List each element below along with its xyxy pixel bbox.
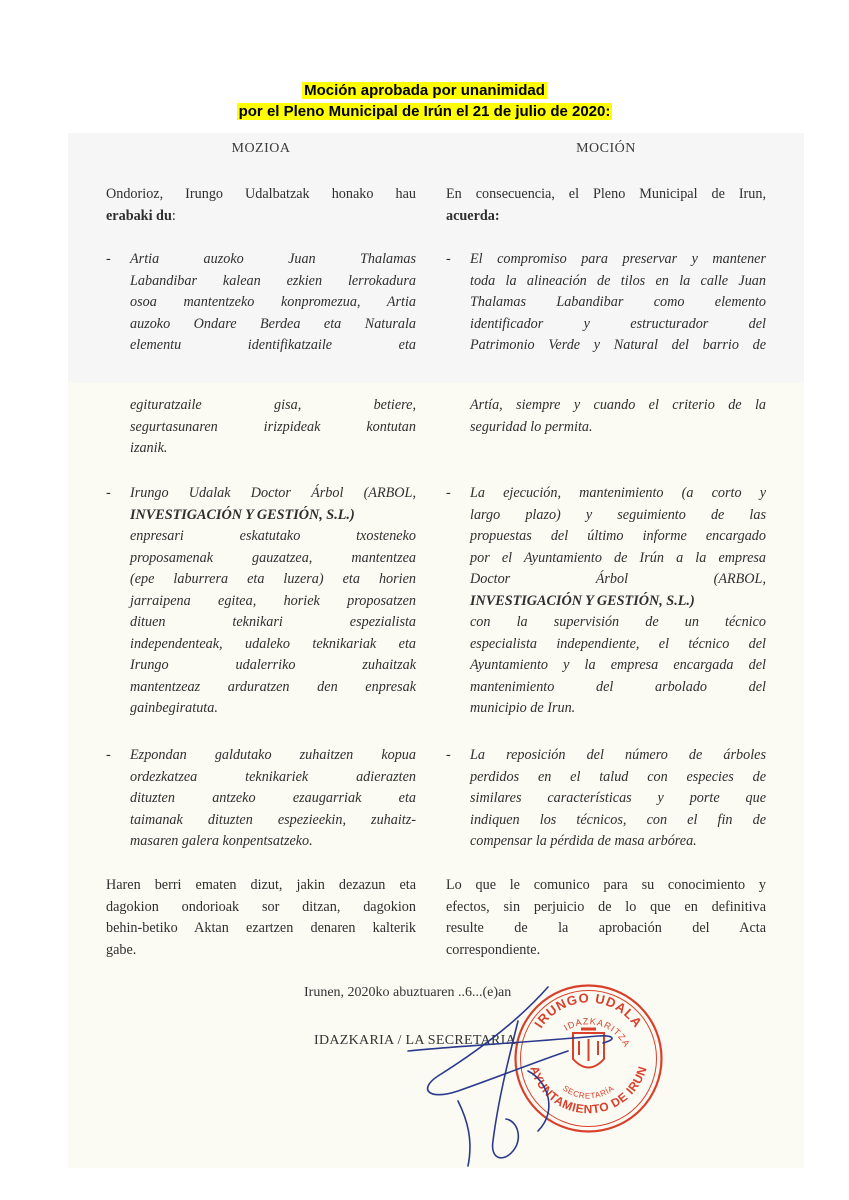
heading-line-1: Moción aprobada por unanimidad [304,82,545,99]
eu-column-title: MOZIOA [231,141,291,156]
es-closing: Lo que le comunico para su conocimiento y efectos, sin perjuicio de lo que en definitiva resulte de la aprobación del Acta correspondiente. [446,877,766,958]
eu-closing: Haren berri ematen dizut, jakin dezazun eta dagokion ondorioak sor ditzan, dagokion behin-betiko Aktan ezartzen denaren kalterik gabe. [106,877,416,958]
es-item-1: - El compromiso para preservar y mantener toda la alineación de tilos en la calle Juan Thalamas Labandibar como elemento identificador y estructurador del Patrimonio Verde y Natural del barrio de [446,251,766,353]
eu-item-1: - Artia auzoko Juan Thalamas Labandibar kalean ezkien lerrokadura osoa mantentzeko konpromezua, Artia auzoko Ondare Berdea eta Naturala elementu identifikatzaile eta [106,251,416,353]
heading-line-2: por el Pleno Municipal de Irún el 21 de julio de 2020: [238,103,611,120]
eu-item-1-continued: egituratzaile gisa, betiere, segurtasunaren irizpideak kontutan izanik. [130,397,416,456]
stamp-sub-text: IDAZKARITZA [562,1016,633,1049]
es-item-2: - La ejecución, mantenimiento (a corto y largo plazo) y seguimiento de las propuestas del último informe encargado por el Ayuntamiento de Irún a la empresa Doctor Árbol (ARBOL, INVESTIGACIÓN Y GESTIÓN, S.L.) con la supervisión de un técnico especialista independiente, el técnico del Ayuntamiento y la empresa encargada del mantenimiento del arbolado del municipio de Irun. [446,485,766,716]
eu-item-2: - Irungo Udalak Doctor Árbol (ARBOL, INVESTIGACIÓN Y GESTIÓN, S.L.) enpresari eskatutako txosteneko proposamenak gauzatzea, mantentzea (epe laburrera eta luzera) eta horien jarraipena egitea, horiek proposatzen dituen teknikari espezialista independenteak, udaleko teknikariak eta Irungo udalerriko zuhaitzak mantentzeaz arduratzen den enpresak gainbegiratuta. [106,485,416,716]
eu-intro: Ondorioz, Irungo Udalbatzak honako hau erabaki du: [106,186,416,224]
es-item-3: - La reposición del número de árboles perdidos en el talud con especies de similares características y porte que indiquen los técnicos, con el fin de compensar la pérdida de masa arbórea. [446,747,766,849]
stamp-middle-text: SECRETARÍA [561,1083,616,1101]
stamp-top-text: IRUNGO UDALA [531,990,646,1031]
scanned-document [68,133,804,1168]
es-item-1-continued: Artía, siempre y cuando el criterio de la seguridad lo permita. [470,397,766,435]
stamp-bottom-text: AYUNTAMIENTO DE IRUN [527,1064,650,1117]
eu-item-3: - Ezpondan galdutako zuhaitzen kopua ordezkatzea teknikariek adierazten dituzten antzeko ezaugarriak eta taimanak dituzten espezieekin, zuhaitz- masaren galera konpentsatzeko. [106,747,416,849]
signature-date-line: Irunen, 2020ko abuztuaren ..6...(e)an [304,985,512,1000]
handwritten-signature [398,981,638,1168]
es-intro: En consecuencia, el Pleno Municipal de Irun, acuerda: [446,186,766,224]
signature-role: IDAZKARIA / LA SECRETARIA [314,1033,516,1048]
es-column-title: MOCIÓN [576,141,636,156]
